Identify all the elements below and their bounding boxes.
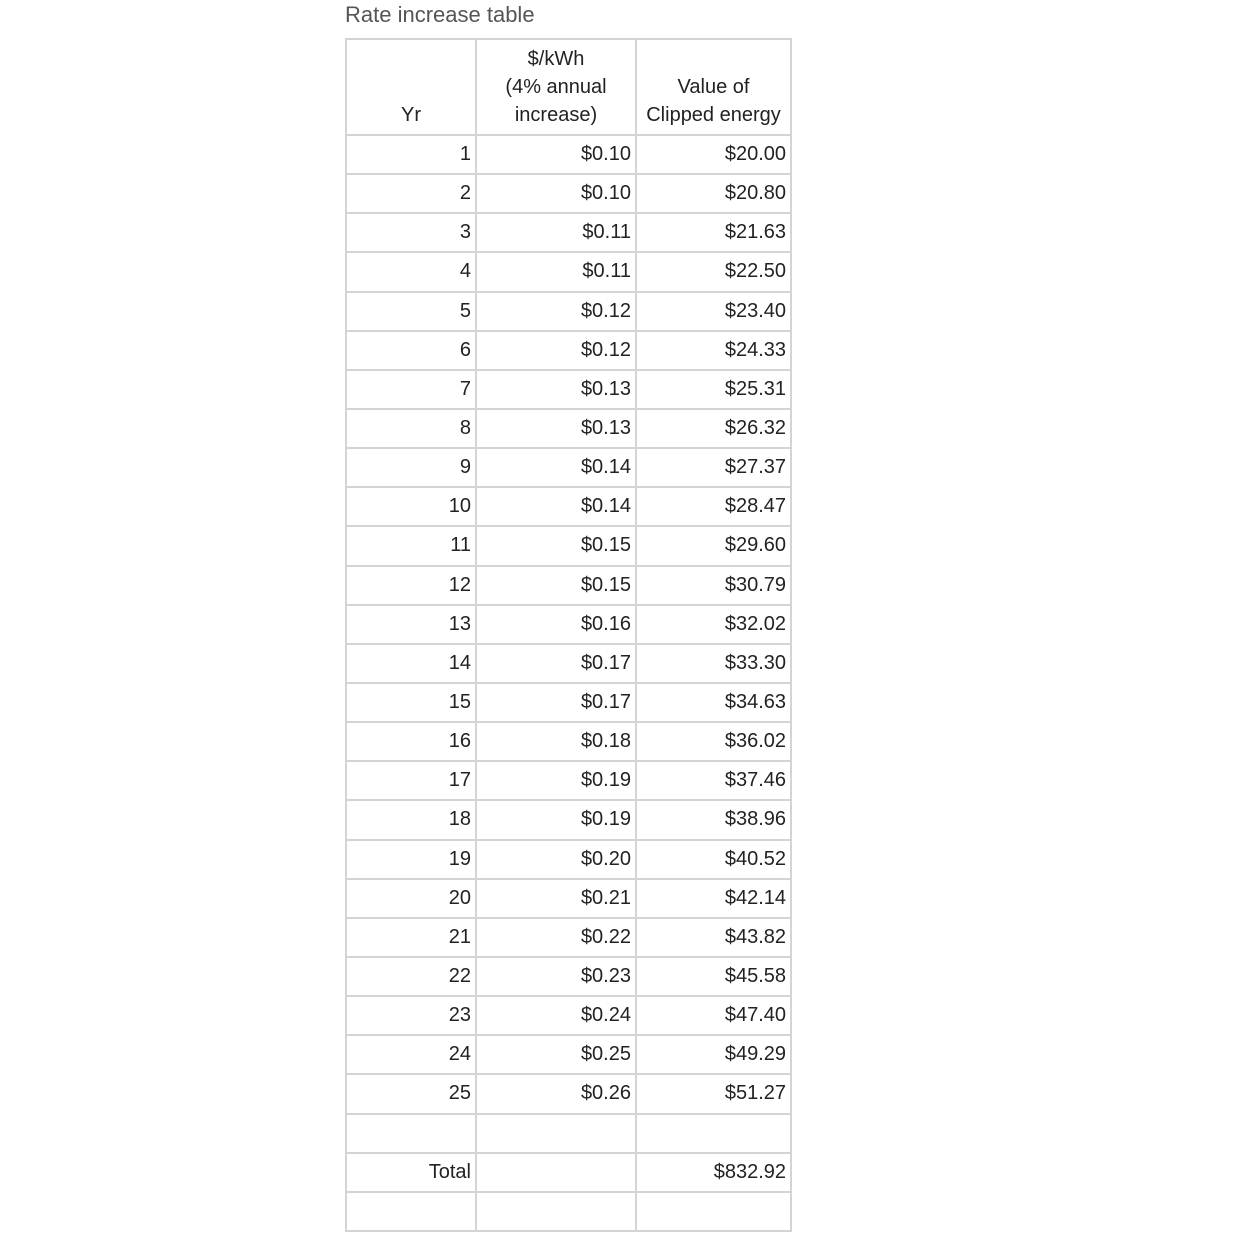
rate-cell[interactable]: $0.11 <box>476 252 636 291</box>
header-rate-line2: (4% annual <box>505 76 607 98</box>
table-row <box>346 331 791 370</box>
table-row <box>346 722 791 761</box>
value-cell[interactable]: $27.37 <box>636 448 791 487</box>
yr-cell[interactable]: 3 <box>346 213 476 252</box>
yr-cell[interactable]: 14 <box>346 644 476 683</box>
blank-row <box>346 1114 791 1153</box>
rate-cell[interactable]: $0.22 <box>476 918 636 957</box>
rate-cell[interactable]: $0.26 <box>476 1074 636 1113</box>
table-row <box>346 213 791 252</box>
value-cell[interactable]: $29.60 <box>636 526 791 565</box>
table-row <box>346 252 791 291</box>
rate-cell[interactable]: $0.13 <box>476 370 636 409</box>
yr-cell[interactable]: 9 <box>346 448 476 487</box>
yr-cell[interactable]: 7 <box>346 370 476 409</box>
yr-cell[interactable]: 25 <box>346 1074 476 1113</box>
value-cell[interactable]: $47.40 <box>636 996 791 1035</box>
header-value-line2: Clipped energy <box>646 104 781 126</box>
total-value-cell[interactable]: $832.92 <box>636 1153 791 1192</box>
value-cell[interactable]: $51.27 <box>636 1074 791 1113</box>
table-row <box>346 605 791 644</box>
table-row <box>346 174 791 213</box>
blank-cell[interactable] <box>476 1114 636 1153</box>
value-cell[interactable]: $22.50 <box>636 252 791 291</box>
value-cell[interactable]: $33.30 <box>636 644 791 683</box>
value-cell[interactable]: $26.32 <box>636 409 791 448</box>
value-cell[interactable]: $37.46 <box>636 761 791 800</box>
value-cell[interactable]: $25.31 <box>636 370 791 409</box>
total-label-cell[interactable]: Total <box>346 1153 476 1192</box>
value-cell[interactable]: $40.52 <box>636 840 791 879</box>
rate-cell[interactable]: $0.16 <box>476 605 636 644</box>
yr-cell[interactable]: 20 <box>346 879 476 918</box>
yr-cell[interactable]: 8 <box>346 409 476 448</box>
rate-cell[interactable]: $0.10 <box>476 174 636 213</box>
yr-cell[interactable]: 2 <box>346 174 476 213</box>
value-cell[interactable]: $20.00 <box>636 135 791 174</box>
rate-cell[interactable]: $0.20 <box>476 840 636 879</box>
yr-cell[interactable]: 21 <box>346 918 476 957</box>
value-cell[interactable]: $20.80 <box>636 174 791 213</box>
table-row <box>346 918 791 957</box>
header-yr-label: Yr <box>401 104 421 126</box>
rate-cell[interactable]: $0.19 <box>476 800 636 839</box>
value-cell[interactable]: $36.02 <box>636 722 791 761</box>
value-cell[interactable]: $24.33 <box>636 331 791 370</box>
rate-cell[interactable]: $0.12 <box>476 292 636 331</box>
blank-cell[interactable] <box>476 1192 636 1231</box>
blank-cell[interactable] <box>476 1153 636 1192</box>
rate-cell[interactable]: $0.10 <box>476 135 636 174</box>
yr-cell[interactable]: 17 <box>346 761 476 800</box>
table-title: Rate increase table <box>345 2 535 27</box>
blank-cell[interactable] <box>636 1192 791 1231</box>
value-cell[interactable]: $34.63 <box>636 683 791 722</box>
rate-cell[interactable]: $0.24 <box>476 996 636 1035</box>
rate-cell[interactable]: $0.23 <box>476 957 636 996</box>
table-row <box>346 292 791 331</box>
rate-cell[interactable]: $0.18 <box>476 722 636 761</box>
header-rate-line1: $/kWh <box>527 48 585 70</box>
yr-cell[interactable]: 15 <box>346 683 476 722</box>
value-cell[interactable]: $21.63 <box>636 213 791 252</box>
value-cell[interactable]: $45.58 <box>636 957 791 996</box>
rate-cell[interactable]: $0.17 <box>476 683 636 722</box>
table-row <box>346 879 791 918</box>
yr-cell[interactable]: 5 <box>346 292 476 331</box>
rate-cell[interactable]: $0.13 <box>476 409 636 448</box>
header-value[interactable] <box>636 39 791 135</box>
table-row <box>346 487 791 526</box>
blank-cell[interactable] <box>346 1114 476 1153</box>
table-row <box>346 957 791 996</box>
blank-row <box>346 1192 791 1231</box>
yr-cell[interactable]: 18 <box>346 800 476 839</box>
rate-cell[interactable]: $0.14 <box>476 448 636 487</box>
table-row <box>346 996 791 1035</box>
rate-cell[interactable]: $0.17 <box>476 644 636 683</box>
blank-cell[interactable] <box>636 1114 791 1153</box>
value-cell[interactable]: $30.79 <box>636 566 791 605</box>
value-cell[interactable]: $28.47 <box>636 487 791 526</box>
value-cell[interactable]: $23.40 <box>636 292 791 331</box>
header-row <box>346 39 791 135</box>
header-yr[interactable] <box>346 39 476 135</box>
total-row <box>346 1153 791 1192</box>
yr-cell[interactable]: 1 <box>346 135 476 174</box>
rate-cell[interactable]: $0.11 <box>476 213 636 252</box>
rate-cell[interactable]: $0.15 <box>476 526 636 565</box>
yr-cell[interactable]: 12 <box>346 566 476 605</box>
yr-cell[interactable]: 13 <box>346 605 476 644</box>
value-cell[interactable]: $43.82 <box>636 918 791 957</box>
yr-cell[interactable]: 10 <box>346 487 476 526</box>
value-cell[interactable]: $32.02 <box>636 605 791 644</box>
table-row <box>346 370 791 409</box>
table-row <box>346 683 791 722</box>
value-cell[interactable]: $38.96 <box>636 800 791 839</box>
table-row <box>346 840 791 879</box>
rate-cell[interactable]: $0.15 <box>476 566 636 605</box>
yr-cell[interactable]: 22 <box>346 957 476 996</box>
header-value-line1: Value of <box>677 76 750 98</box>
value-cell[interactable]: $49.29 <box>636 1035 791 1074</box>
rate-cell[interactable]: $0.12 <box>476 331 636 370</box>
table-row <box>346 526 791 565</box>
yr-cell[interactable]: 16 <box>346 722 476 761</box>
table-row <box>346 644 791 683</box>
table-row <box>346 135 791 174</box>
table-row <box>346 800 791 839</box>
table-row <box>346 448 791 487</box>
yr-cell[interactable]: 4 <box>346 252 476 291</box>
table-row <box>346 761 791 800</box>
yr-cell[interactable]: 11 <box>346 526 476 565</box>
table-row <box>346 1035 791 1074</box>
rate-cell[interactable]: $0.14 <box>476 487 636 526</box>
yr-cell[interactable]: 19 <box>346 840 476 879</box>
table-row <box>346 566 791 605</box>
yr-cell[interactable]: 24 <box>346 1035 476 1074</box>
blank-cell[interactable] <box>346 1192 476 1231</box>
header-rate[interactable] <box>476 39 636 135</box>
rate-cell[interactable]: $0.21 <box>476 879 636 918</box>
table-body <box>346 135 791 1114</box>
value-cell[interactable]: $42.14 <box>636 879 791 918</box>
yr-cell[interactable]: 6 <box>346 331 476 370</box>
rate-increase-table <box>345 38 792 1232</box>
table-row <box>346 409 791 448</box>
header-rate-line3: increase) <box>514 104 598 126</box>
rate-cell[interactable]: $0.25 <box>476 1035 636 1074</box>
table-row <box>346 1074 791 1113</box>
rate-cell[interactable]: $0.19 <box>476 761 636 800</box>
yr-cell[interactable]: 23 <box>346 996 476 1035</box>
